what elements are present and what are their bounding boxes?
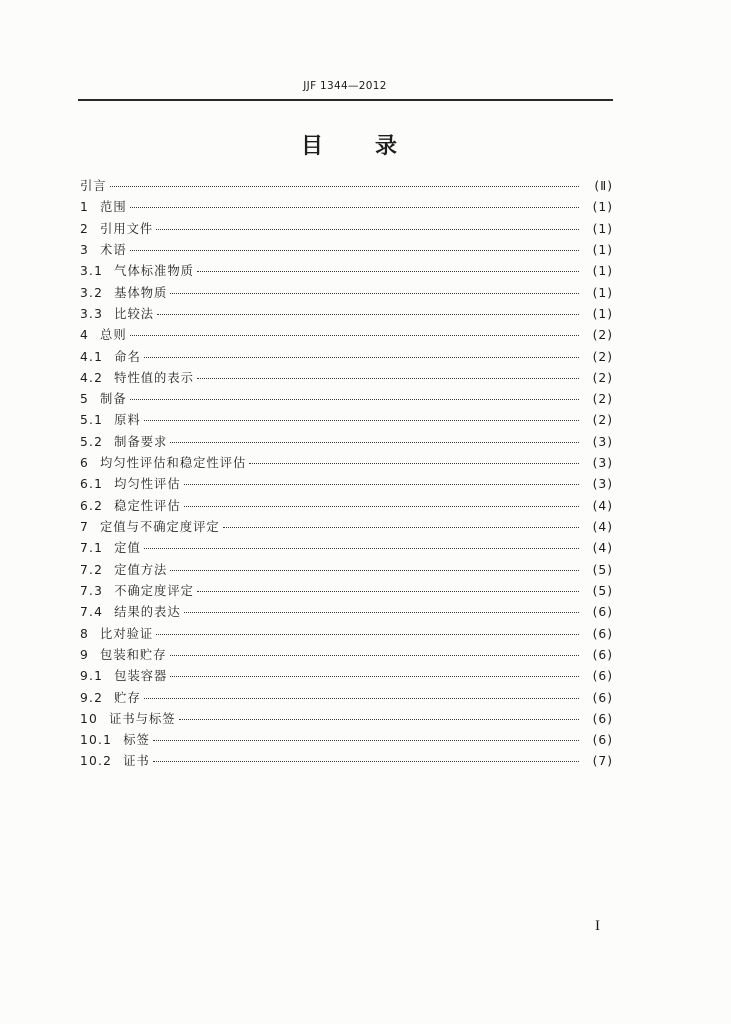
- toc-entry-page: (5): [592, 583, 613, 598]
- toc-entry: [80, 176, 613, 197]
- toc-entry-number: 9.1: [80, 669, 104, 684]
- toc-entry-number: 7.4: [80, 605, 104, 620]
- toc-entry-number: 7.3: [80, 583, 104, 598]
- toc-dot-leader: [184, 505, 579, 507]
- toc-entry-number: 8: [80, 626, 90, 641]
- toc-entry-number: 9: [80, 647, 90, 662]
- toc-entry-number: 6.1: [80, 477, 104, 492]
- toc-entry: [80, 410, 613, 431]
- toc-entry: [80, 751, 613, 772]
- toc-entry-title: 定值方法: [114, 562, 168, 577]
- toc-entry: [80, 602, 613, 623]
- toc-entry: [80, 581, 613, 602]
- toc-entry-number: 3.2: [80, 285, 104, 300]
- toc-entry-title: 证书与标签: [109, 711, 176, 726]
- toc-entry-title: 气体标准物质: [114, 264, 194, 279]
- toc-entry: [80, 240, 613, 261]
- toc-entry-page: (2): [592, 392, 613, 407]
- toc-dot-leader: [170, 292, 579, 294]
- toc-entry-number: 10.2: [80, 754, 113, 769]
- toc-dot-leader: [153, 760, 579, 762]
- toc-entry: [80, 624, 613, 645]
- toc-entry-page: (3): [592, 434, 613, 449]
- toc-dot-leader: [197, 590, 579, 592]
- toc-dot-leader: [144, 697, 579, 699]
- toc-entry-page: (1): [592, 285, 613, 300]
- toc-dot-leader: [157, 313, 579, 315]
- toc-entry-number: 1: [80, 200, 90, 215]
- toc-entry: [80, 261, 613, 282]
- toc-entry: [80, 645, 613, 666]
- toc-entry-title: 结果的表达: [114, 605, 181, 620]
- toc-entry-page: (6): [592, 605, 613, 620]
- toc-entry-number: 7: [80, 520, 90, 534]
- toc-entry: [80, 474, 613, 495]
- toc-dot-leader: [156, 228, 579, 230]
- toc-entry-title: 命名: [114, 349, 141, 364]
- toc-entry-number: 5.1: [80, 413, 104, 428]
- toc-entry-title: 贮存: [114, 690, 141, 705]
- toc-entry-title: 制备: [100, 392, 127, 407]
- toc-entry-title: 定值: [114, 541, 141, 556]
- toc-entry-title: 原料: [114, 413, 141, 428]
- toc-dot-leader: [144, 356, 579, 358]
- toc-entry-title: 包装和贮存: [100, 647, 167, 662]
- toc-entry-page: (6): [592, 733, 613, 748]
- toc-entry-page: (6): [592, 626, 613, 641]
- toc-entry-page: (2): [592, 328, 613, 343]
- toc-entry-title: 包装容器: [114, 669, 168, 684]
- toc-entry-page: (3): [592, 477, 613, 492]
- toc-entry-title: 标签: [123, 733, 150, 748]
- toc-entry-page: (1): [592, 242, 613, 257]
- toc-entry-title: 特性值的表示: [114, 370, 194, 385]
- toc-dot-leader: [153, 739, 579, 741]
- toc-entry-number: 4.1: [80, 349, 104, 364]
- toc-entry-title: 术语: [100, 242, 127, 257]
- toc-entry-title: 引言: [80, 179, 107, 193]
- toc-entry: [80, 389, 613, 410]
- toc-entry-number: 7.2: [80, 562, 104, 577]
- toc-dot-leader: [110, 185, 579, 187]
- toc-entry-page: (1): [592, 264, 613, 279]
- toc-entry-page: (6): [592, 711, 613, 726]
- toc-entry: [80, 730, 613, 751]
- toc-entry-page: (2): [592, 349, 613, 364]
- toc-entry-page: (2): [592, 413, 613, 428]
- toc-dot-leader: [170, 441, 579, 443]
- toc-entry: [80, 432, 613, 453]
- toc-dot-leader: [223, 526, 579, 528]
- toc-entry-page: (5): [592, 562, 613, 577]
- toc-entry-page: (1): [592, 200, 613, 215]
- toc-dot-leader: [249, 462, 579, 464]
- toc-entry: [80, 219, 613, 240]
- toc-entry-number: 3.1: [80, 264, 104, 279]
- toc-entry-number: 2: [80, 221, 90, 236]
- toc-entry-number: 5: [80, 392, 90, 407]
- toc-entry-number: 7.1: [80, 541, 104, 556]
- toc-dot-leader: [170, 569, 579, 571]
- toc-entry: [80, 560, 613, 581]
- toc-entry-page: (6): [592, 647, 613, 662]
- toc-entry: [80, 325, 613, 346]
- toc-entry: [80, 283, 613, 304]
- page-title: 目录: [301, 134, 450, 159]
- toc-entry: [80, 197, 613, 218]
- toc-entry-page: (2): [592, 370, 613, 385]
- toc-entry: [80, 688, 613, 709]
- toc-entry-title: 不确定度评定: [114, 583, 194, 598]
- table-of-contents: [80, 176, 613, 773]
- page-number: I: [595, 918, 600, 934]
- toc-entry: [80, 538, 613, 559]
- toc-entry-title: 比对验证: [100, 626, 154, 641]
- toc-entry: [80, 709, 613, 730]
- toc-dot-leader: [197, 270, 579, 272]
- toc-entry-title: 均匀性评估和稳定性评估: [100, 456, 247, 471]
- toc-entry-number: 10: [80, 711, 99, 726]
- toc-entry-title: 定值与不确定度评定: [100, 520, 220, 534]
- toc-entry-title: 引用文件: [100, 221, 154, 236]
- toc-entry: [80, 453, 613, 474]
- toc-entry-title: 制备要求: [114, 434, 168, 449]
- toc-entry-page: (4): [592, 541, 613, 556]
- toc-entry-number: 3.3: [80, 306, 104, 321]
- toc-dot-leader: [156, 633, 579, 635]
- toc-entry: [80, 517, 613, 538]
- toc-entry: [80, 304, 613, 325]
- toc-dot-leader: [130, 334, 579, 336]
- toc-entry-title: 基体物质: [114, 285, 168, 300]
- toc-entry-number: 9.2: [80, 690, 104, 705]
- toc-entry-number: 5.2: [80, 434, 104, 449]
- toc-entry: [80, 666, 613, 687]
- toc-entry-number: 4: [80, 328, 90, 343]
- toc-entry-title: 均匀性评估: [114, 477, 181, 492]
- toc-dot-leader: [130, 249, 579, 251]
- toc-entry-page: (6): [592, 690, 613, 705]
- toc-entry-page: (7): [592, 754, 613, 769]
- toc-entry-page: (4): [592, 520, 613, 534]
- toc-dot-leader: [130, 398, 579, 400]
- toc-dot-leader: [144, 419, 579, 421]
- toc-entry-title: 证书: [123, 754, 150, 769]
- toc-dot-leader: [197, 377, 579, 379]
- toc-entry: [80, 368, 613, 389]
- toc-entry-number: 4.2: [80, 370, 104, 385]
- toc-entry-number: 10.1: [80, 733, 113, 748]
- toc-entry-title: 总则: [100, 328, 127, 343]
- toc-entry-page: (1): [592, 306, 613, 321]
- toc-entry-page: (Ⅱ): [594, 179, 613, 193]
- toc-dot-leader: [184, 611, 579, 613]
- toc-entry-number: 6: [80, 456, 90, 471]
- toc-entry-page: (6): [592, 669, 613, 684]
- toc-dot-leader: [170, 675, 579, 677]
- header-rule: [78, 99, 613, 101]
- toc-entry-title: 范围: [100, 200, 127, 215]
- toc-dot-leader: [179, 718, 579, 720]
- toc-entry-title: 稳定性评估: [114, 498, 181, 513]
- toc-entry: [80, 496, 613, 517]
- toc-dot-leader: [130, 206, 579, 208]
- toc-dot-leader: [144, 547, 579, 549]
- toc-entry-number: 3: [80, 242, 90, 257]
- toc-entry-page: (4): [592, 498, 613, 513]
- toc-entry-number: 6.2: [80, 498, 104, 513]
- document-code-header: JJF 1344—2012: [303, 80, 387, 92]
- toc-dot-leader: [170, 654, 579, 656]
- toc-entry-page: (3): [592, 456, 613, 471]
- toc-entry-page: (1): [592, 221, 613, 236]
- toc-entry-title: 比较法: [114, 306, 155, 321]
- toc-dot-leader: [184, 483, 579, 485]
- toc-entry: [80, 347, 613, 368]
